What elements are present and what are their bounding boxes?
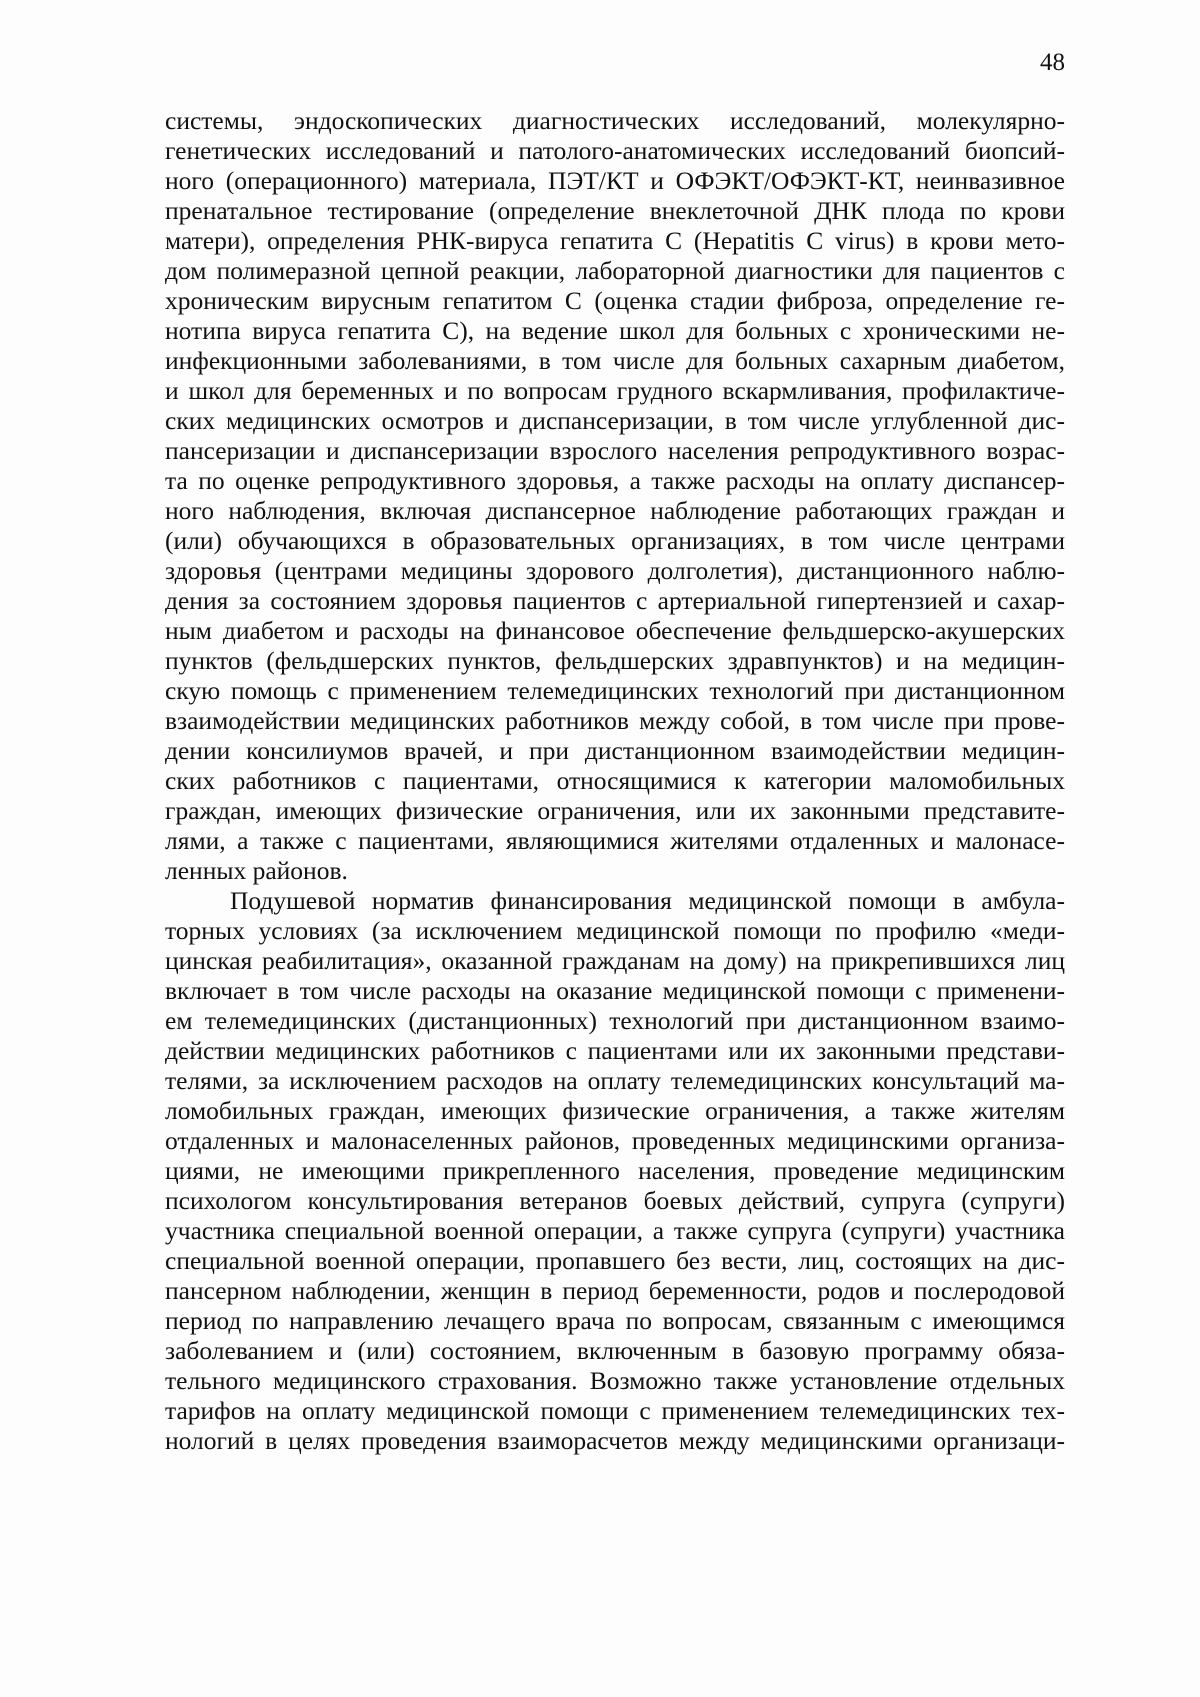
- text-line: дом полимеразной цепной реакции, лабораторной диагностики для пациентов с: [165, 256, 1065, 285]
- text-line: и школ для беременных и по вопросам грудного вскармливания, профилактиче-: [165, 376, 1065, 405]
- text-line: та по оценке репродуктивного здоровья, а также расходы на оплату диспансер-: [165, 466, 1065, 495]
- text-line: скую помощь с применением телемедицинских технологий при дистанционном: [165, 676, 1065, 705]
- text-line: цинская реабилитация», оказанной гражданам на дому) на прикрепившихся лиц: [165, 946, 1065, 975]
- text-line: системы, эндоскопических диагностических исследований, молекулярно-: [165, 106, 1065, 135]
- text-line: ломобильных граждан, имеющих физические ограничения, а также жителям: [165, 1096, 1065, 1125]
- text-line: хроническим вирусным гепатитом С (оценка стадии фиброза, определение ге-: [165, 286, 1065, 315]
- text-line: телями, за исключением расходов на оплату телемедицинских консультаций ма-: [165, 1066, 1065, 1095]
- text-line: дении консилиумов врачей, и при дистанционном взаимодействии медицин-: [165, 736, 1065, 765]
- text-line: пренатальное тестирование (определение внеклеточной ДНК плода по крови: [165, 196, 1065, 225]
- text-line: торных условиях (за исключением медицинской помощи по профилю «меди-: [165, 916, 1065, 945]
- text-line: пансерном наблюдении, женщин в период беременности, родов и послеродовой: [165, 1276, 1065, 1305]
- paragraph-2: [165, 886, 1065, 1456]
- text-line: ным диабетом и расходы на финансовое обеспечение фельдшерско-акушерских: [165, 616, 1065, 645]
- text-line: действии медицинских работников с пациентами или их законными представи-: [165, 1036, 1065, 1065]
- page-number: 48: [1040, 49, 1065, 76]
- text-line: здоровья (центрами медицины здорового долголетия), дистанционного наблю-: [165, 556, 1065, 585]
- text-line: нологий в целях проведения взаиморасчетов между медицинскими организаци-: [165, 1426, 1065, 1455]
- paragraph-1: [165, 106, 1065, 886]
- text-line: тельного медицинского страхования. Возможно также установление отдельных: [165, 1366, 1065, 1395]
- text-line: отдаленных и малонаселенных районов, проведенных медицинскими организа-: [165, 1126, 1065, 1155]
- text-line: нотипа вируса гепатита С), на ведение школ для больных с хроническими не-: [165, 316, 1065, 345]
- text-line: Подушевой норматив финансирования медицинской помощи в амбула-: [230, 886, 1065, 915]
- text-line: ленных районов.: [165, 856, 348, 885]
- text-line: период по направлению лечащего врача по вопросам, связанным с имеющимся: [165, 1306, 1065, 1335]
- text-line: заболеванием и (или) состоянием, включенным в базовую программу обяза-: [165, 1336, 1065, 1365]
- text-line: генетических исследований и патолого-анатомических исследований биопсий-: [165, 136, 1065, 165]
- text-line: включает в том числе расходы на оказание медицинской помощи с применени-: [165, 976, 1065, 1005]
- text-line: ских работников с пациентами, относящимися к категории маломобильных: [165, 766, 1065, 795]
- text-block: [165, 106, 1065, 1456]
- text-line: участника специальной военной операции, а также супруга (супруги) участника: [165, 1216, 1065, 1245]
- text-line: инфекционными заболеваниями, в том числе для больных сахарным диабетом,: [165, 346, 1065, 375]
- text-line: ем телемедицинских (дистанционных) технологий при дистанционном взаимо-: [165, 1006, 1065, 1035]
- text-line: пансеризации и диспансеризации взрослого населения репродуктивного возрас-: [165, 436, 1065, 465]
- text-line: ного (операционного) материала, ПЭТ/КТ и ОФЭКТ/ОФЭКТ-КТ, неинвазивное: [165, 166, 1065, 195]
- text-line: специальной военной операции, пропавшего без вести, лиц, состоящих на дис-: [165, 1246, 1065, 1275]
- text-line: тарифов на оплату медицинской помощи с применением телемедицинских тех-: [165, 1396, 1065, 1425]
- text-line: циями, не имеющими прикрепленного населения, проведение медицинским: [165, 1156, 1065, 1185]
- text-line: лями, а также с пациентами, являющимися жителями отдаленных и малонасе-: [165, 826, 1065, 855]
- text-line: взаимодействии медицинских работников между собой, в том числе при прове-: [165, 706, 1065, 735]
- text-line: матери), определения РНК-вируса гепатита С (Hepatitis С virus) в крови мето-: [165, 226, 1065, 255]
- text-line: пунктов (фельдшерских пунктов, фельдшерских здравпунктов) и на медицин-: [165, 646, 1065, 675]
- text-line: ских медицинских осмотров и диспансеризации, в том числе углубленной дис-: [165, 406, 1065, 435]
- text-line: (или) обучающихся в образовательных организациях, в том числе центрами: [165, 526, 1065, 555]
- text-line: дения за состоянием здоровья пациентов с артериальной гипертензией и сахар-: [165, 586, 1065, 615]
- text-line: психологом консультирования ветеранов боевых действий, супруга (супруги): [165, 1186, 1065, 1215]
- text-line: ного наблюдения, включая диспансерное наблюдение работающих граждан и: [165, 496, 1065, 525]
- text-line: граждан, имеющих физические ограничения, или их законными представите-: [165, 796, 1065, 825]
